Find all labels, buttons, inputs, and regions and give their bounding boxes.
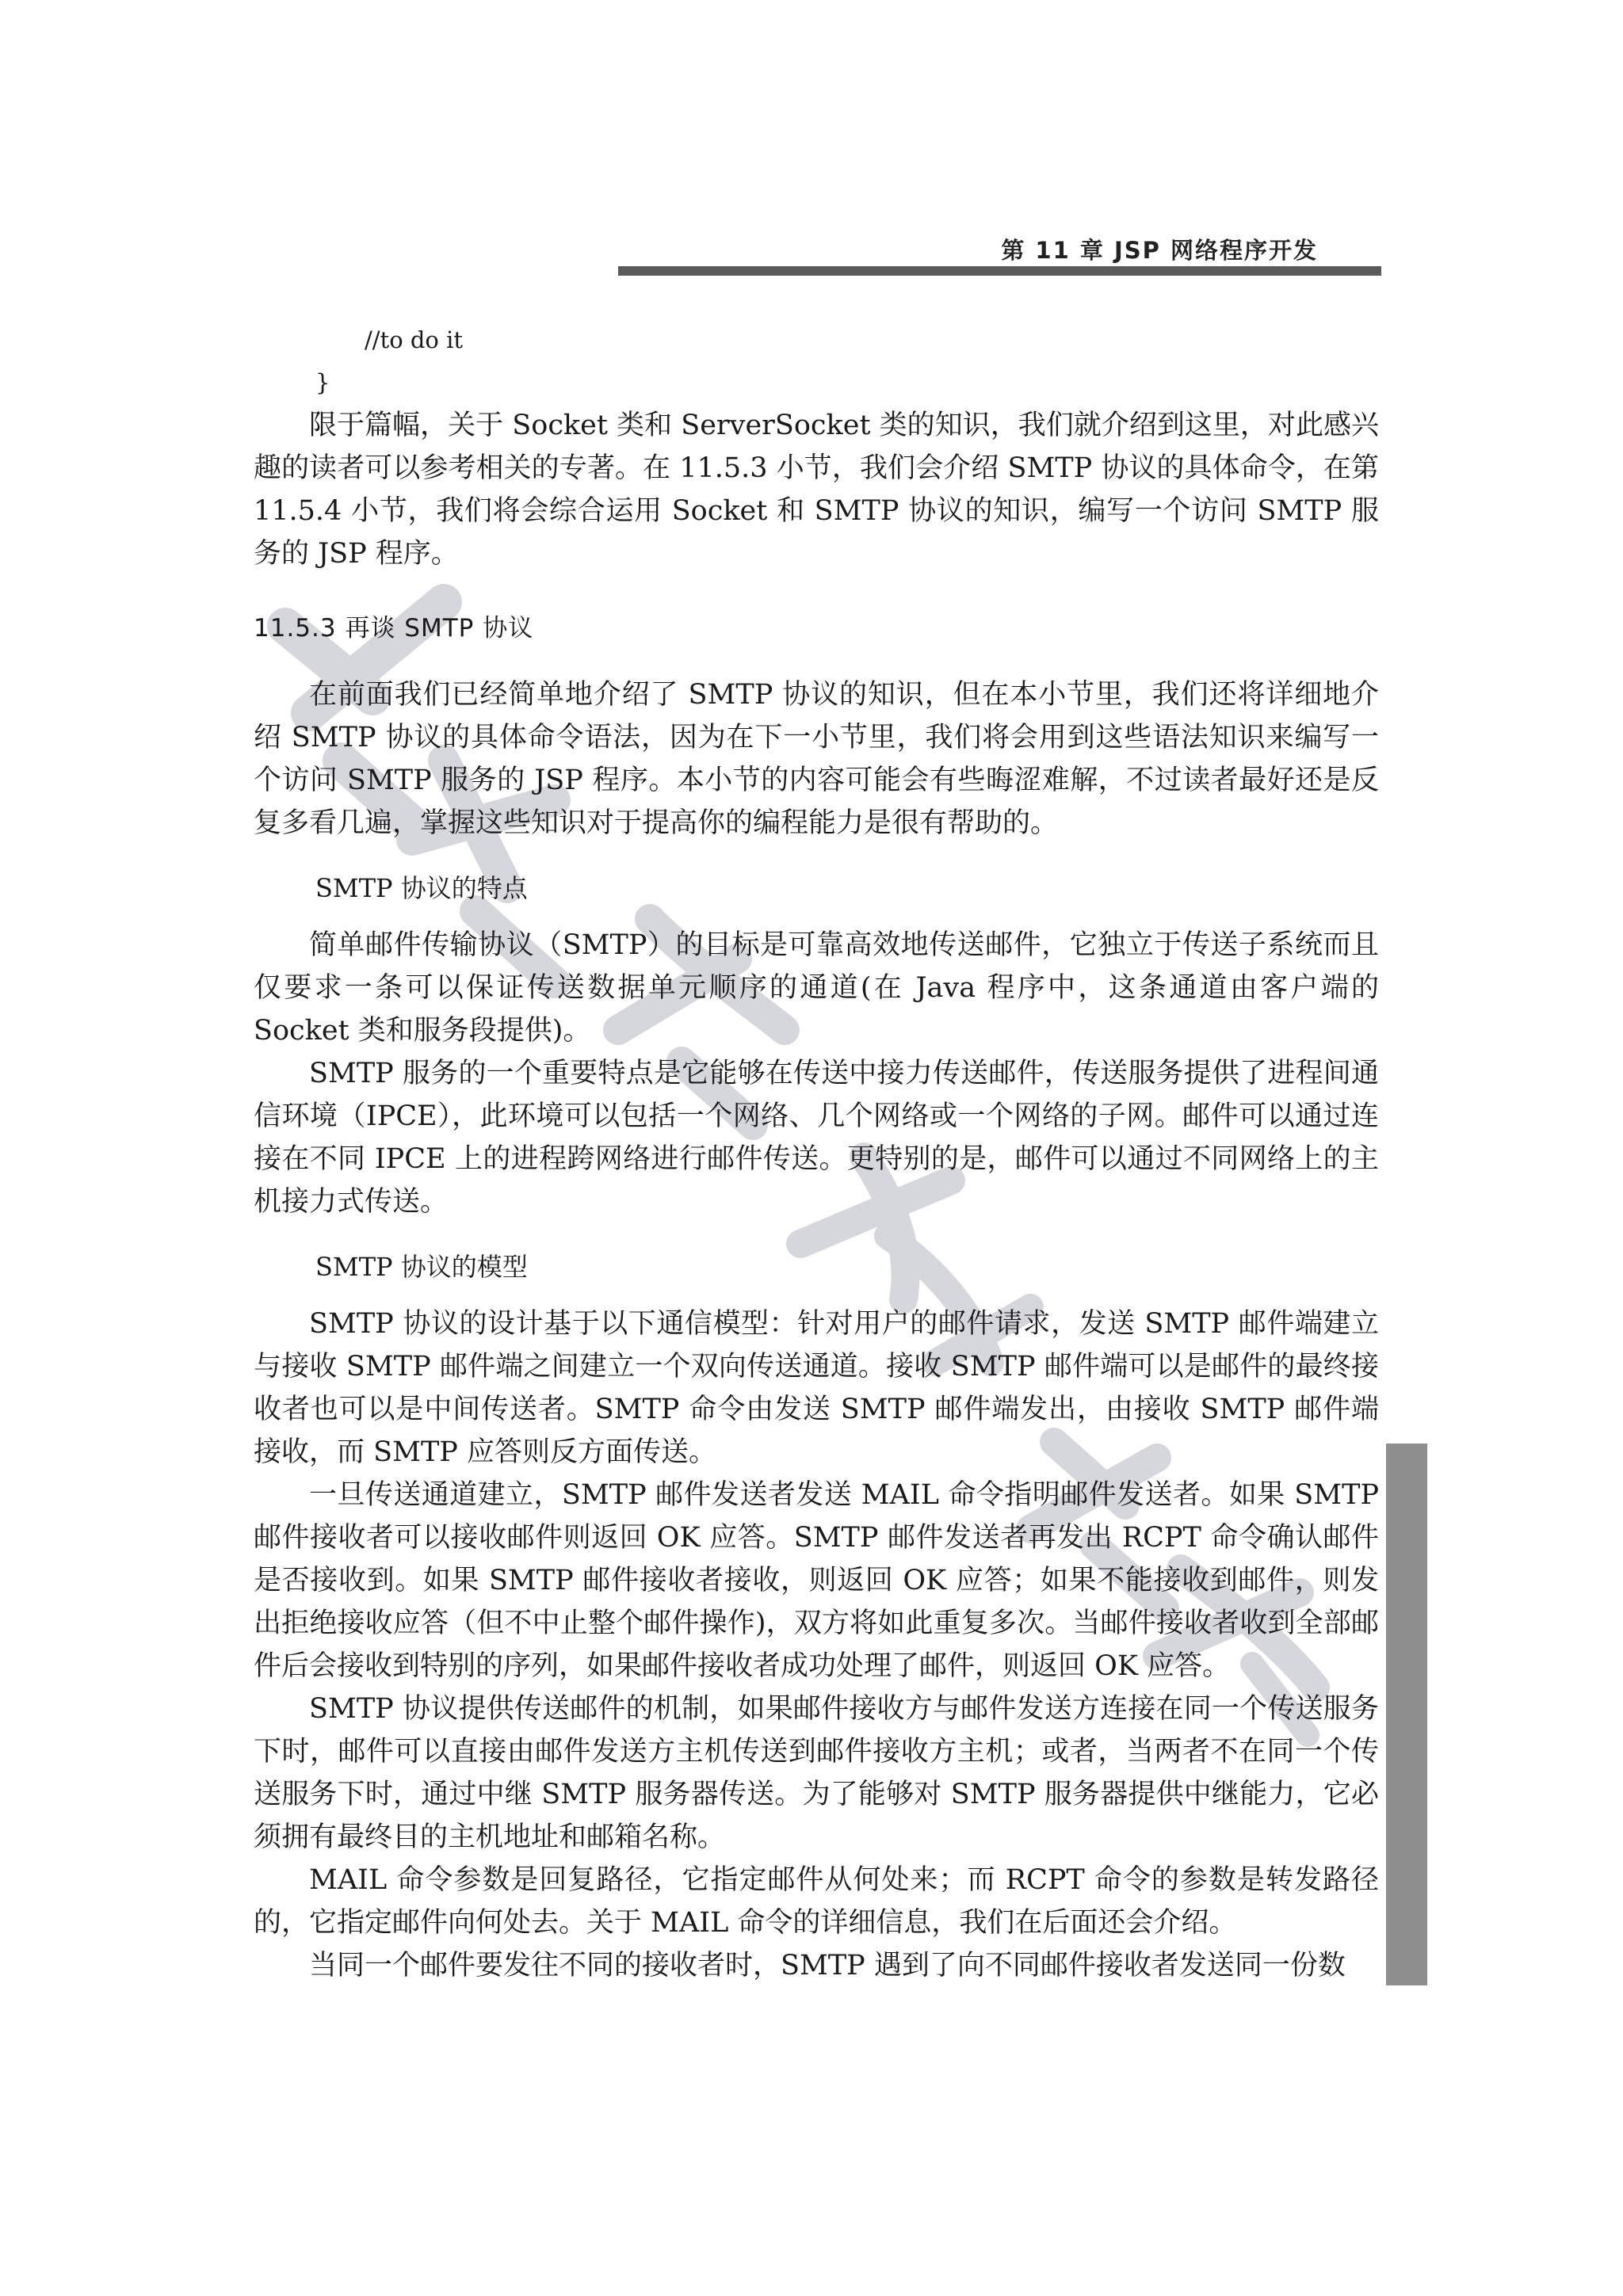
sub-heading-features: SMTP 协议的特点 xyxy=(315,873,528,903)
body-paragraph: 简单邮件传输协议（SMTP）的目标是可靠高效地传送邮件，它独立于传送子系统而且仅要求一条可以保证传送数据单元顺序的通道(在 Java 程序中，这条通道由客户端的 Socket 类和服务段提供)。 xyxy=(254,929,1379,1047)
sub-heading-model: SMTP 协议的模型 xyxy=(315,1252,528,1282)
section-heading: 11.5.3 再谈 SMTP 协议 xyxy=(254,614,534,643)
body-paragraph: 一旦传送通道建立，SMTP 邮件发送者发送 MAIL 命令指明邮件发送者。如果 SMTP 邮件接收者可以接收邮件则返回 OK 应答。SMTP 邮件发送者再发出 RCPT 命令确认邮件是否接收到。如果 SMTP 邮件接收者接收，则返回 OK 应答；如果不能接收到邮件，则发出拒绝接收应答（但不中止整个邮件操作)，双方将如此重复多次。当邮件接收者收到全部邮件后会接收到特别的序列，如果邮件接收者成功处理了邮件，则返回 OK 应答。 xyxy=(254,1479,1379,1682)
header-rule xyxy=(618,266,1381,276)
body-paragraph: 当同一个邮件要发往不同的接收者时，SMTP 遇到了向不同邮件接收者发送同一份数 xyxy=(309,1950,1346,1981)
page-body xyxy=(254,318,1379,1987)
code-line: //to do it xyxy=(365,326,464,353)
section-intro-paragraph: 在前面我们已经简单地介绍了 SMTP 协议的知识，但在本小节里，我们还将详细地介绍 SMTP 协议的具体命令语法，因为在下一小节里，我们将会用到这些语法知识来编写一个访问 SMTP 服务的 JSP 程序。本小节的内容可能会有些晦涩难解，不过读者最好还是反复多看几遍，掌握这些知识对于提高你的编程能力是很有帮助的。 xyxy=(254,679,1379,839)
chapter-side-tab xyxy=(1386,1444,1427,1985)
chapter-header: 第 11 章 JSP 网络程序开发 xyxy=(1001,237,1318,264)
body-paragraph: SMTP 协议的设计基于以下通信模型：针对用户的邮件请求，发送 SMTP 邮件端建立与接收 SMTP 邮件端之间建立一个双向传送通道。接收 SMTP 邮件端可以是邮件的最终接收者也可以是中间传送者。SMTP 命令由发送 SMTP 邮件端发出，由接收 SMTP 邮件端接收，而 SMTP 应答则反方面传送。 xyxy=(254,1308,1379,1468)
body-paragraph: 限于篇幅，关于 Socket 类和 ServerSocket 类的知识，我们就介绍到这里，对此感兴趣的读者可以参考相关的专著。在 11.5.3 小节，我们会介绍 SMTP 协议的具体命令，在第 11.5.4 小节，我们将会综合运用 Socket 和 SMTP 协议的知识，编写一个访问 SMTP 服务的 JSP 程序。 xyxy=(254,410,1379,570)
body-paragraph: MAIL 命令参数是回复路径，它指定邮件从何处来；而 RCPT 命令的参数是转发路径的，它指定邮件向何处去。关于 MAIL 命令的详细信息，我们在后面还会介绍。 xyxy=(254,1864,1379,1939)
code-line: } xyxy=(315,369,330,396)
body-paragraph: SMTP 协议提供传送邮件的机制，如果邮件接收方与邮件发送方连接在同一个传送服务下时，邮件可以直接由邮件发送方主机传送到邮件接收方主机；或者，当两者不在同一个传送服务下时，通过中继 SMTP 服务器传送。为了能够对 SMTP 服务器提供中继能力，它必须拥有最终目的主机地址和邮箱名称。 xyxy=(254,1693,1379,1853)
body-paragraph: SMTP 服务的一个重要特点是它能够在传送中接力传送邮件，传送服务提供了进程间通信环境（IPCE），此环境可以包括一个网络、几个网络或一个网络的子网。邮件可以通过连接在不同 IPCE 上的进程跨网络进行邮件传送。更特别的是，邮件可以通过不同网络上的主机接力式传送。 xyxy=(254,1058,1379,1218)
